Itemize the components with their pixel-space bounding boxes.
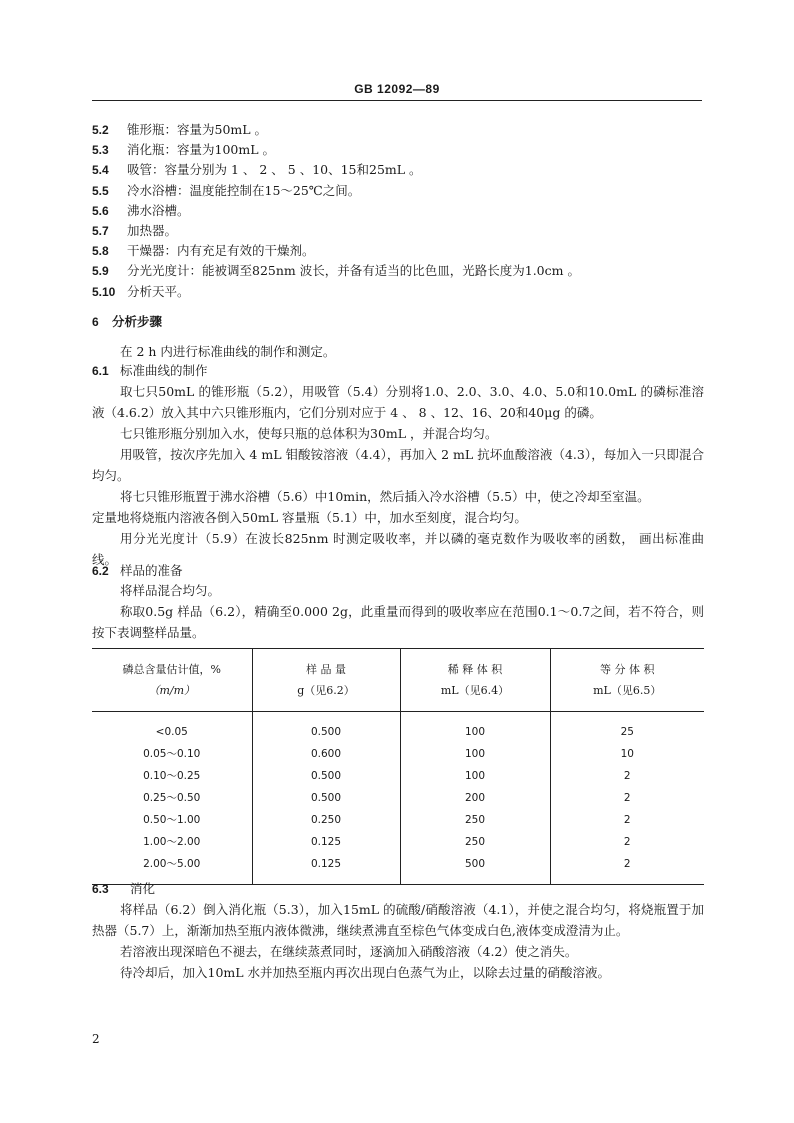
table-cell: 0.10～0.25 (143, 770, 201, 782)
table-cell: 0.25～0.50 (143, 792, 201, 804)
item-text: 吸管：容量分别为 1 、 2 、 5 、10、15和25mL 。 (127, 162, 422, 178)
section-number: 6 (92, 315, 99, 329)
data-table (92, 648, 704, 885)
item-text: 锥形瓶：容量为50mL 。 (127, 122, 268, 137)
table-cell: 0.600 (252, 743, 400, 765)
table-cell: <0.05 (155, 726, 188, 738)
header-line: 样 品 量 (306, 663, 346, 676)
list-item (92, 140, 712, 160)
table-header-row (92, 649, 704, 712)
item-number: 5.6 (92, 203, 109, 218)
item-number: 5.7 (92, 223, 109, 238)
section-6-1-body (92, 381, 704, 570)
column-header (550, 649, 704, 712)
item-number: 5.5 (92, 183, 109, 198)
header-line: mL（见6.4） (440, 684, 510, 697)
table-cell: 0.500 (252, 712, 400, 744)
column-header (400, 649, 550, 712)
item-number: 5.10 (92, 284, 116, 299)
section-number: 6.1 (92, 364, 109, 378)
item-text: 分析天平。 (127, 283, 190, 299)
table-cell: 0.250 (252, 809, 400, 831)
table-cell: 2 (550, 831, 704, 853)
list-item (92, 120, 712, 140)
header-line: （m/m） (148, 684, 196, 697)
section-number: 6.3 (92, 882, 109, 896)
table-cell: 250 (400, 809, 550, 831)
table-row (92, 809, 704, 831)
item-text: 加热器。 (127, 222, 178, 238)
item-text: 消化瓶：容量为100mL 。 (127, 142, 275, 158)
item-number: 5.3 (92, 143, 109, 158)
section-6-2-heading (92, 562, 183, 580)
paragraph: 在 2 h 内进行标准曲线的制作和测定。 (120, 344, 336, 359)
section-title: 样品的准备 (120, 563, 183, 578)
section-6-intro (92, 341, 704, 362)
list-item (92, 282, 712, 302)
sample-amount-table (92, 648, 704, 885)
header-line: 稀 释 体 积 (447, 663, 503, 676)
table-cell: 2 (550, 853, 704, 885)
table-cell: 0.500 (252, 765, 400, 787)
table-row (92, 712, 704, 744)
section-6-3-body (92, 899, 704, 983)
table-cell: 500 (400, 853, 550, 885)
table-row (92, 787, 704, 809)
table-row (92, 765, 704, 787)
list-item (92, 241, 712, 261)
item-text: 干燥器：内有充足有效的干燥剂。 (127, 243, 315, 259)
paragraph: 将样品（6.2）倒入消化瓶（5.3），加入15mL 的硫酸/硝酸溶液（4.1），并使之混合均匀，将烧瓶置于加热器（5.7）上，渐渐加热至瓶内液体微沸，继续煮沸直至棕色气体变成白色,液体变成澄清为止。 (92, 902, 704, 938)
table-cell: 100 (400, 712, 550, 744)
section-title: 分析步骤 (112, 314, 163, 329)
table-cell: 0.125 (252, 853, 400, 885)
item-text: 分光光度计：能被调至825nm 波长，并备有适当的比色皿，光路长度为1.0cm 。 (127, 263, 580, 279)
item-text: 冷水浴槽：温度能控制在15～25℃之间。 (127, 182, 361, 198)
paragraph: 取七只50mL 的锥形瓶（5.2），用吸管（5.4）分别将1.0、2.0、3.0、4.0、5.0和10.0mL 的磷标准溶液（4.6.2）放入其中六只锥形瓶内，它们分别对应于 4 、 8 、12、16、20和40μg 的磷。 (92, 384, 704, 420)
table-cell: 100 (400, 743, 550, 765)
item-number: 5.8 (92, 244, 109, 259)
paragraph: 将样品混合均匀。 (120, 583, 221, 598)
item-number: 5.9 (92, 264, 109, 279)
table-cell: 25 (550, 712, 704, 744)
item-number: 5.2 (92, 123, 109, 137)
header-line: 等 分 体 积 (600, 663, 655, 676)
table-cell: 0.125 (252, 831, 400, 853)
item-text: 沸水浴槽。 (127, 202, 190, 218)
header-line: 磷总含量估计值，% (122, 663, 221, 676)
section-6-1-heading (92, 362, 208, 380)
list-item (92, 160, 712, 180)
list-item (92, 261, 712, 281)
section-title: 消化 (130, 881, 156, 896)
page-header-standard-code: GB 12092—89 (354, 82, 440, 96)
table-cell: 2.00～5.00 (92, 853, 252, 885)
section-6-2-body (92, 580, 704, 643)
paragraph: 将七只锥形瓶置于沸水浴槽（5.6）中10min，然后插入冷水浴槽（5.5）中，使之冷却至室温。 (120, 489, 650, 504)
list-item (92, 181, 712, 201)
item-number: 5.4 (92, 163, 109, 178)
section-title: 标准曲线的制作 (120, 363, 208, 378)
table-cell: 100 (400, 765, 550, 787)
table-cell: 2 (550, 809, 704, 831)
table-row (92, 743, 704, 765)
column-header (92, 649, 252, 712)
paragraph: 用分光光度计（5.9）在波长825nm 时测定吸收率，并以磷的毫克数作为吸收率的函数， 画出标准曲线。 (92, 531, 704, 567)
header-rule (92, 100, 702, 101)
table-cell: 0.50～1.00 (143, 814, 201, 826)
paragraph: 若溶液出现深暗色不褪去，在继续蒸煮同时，逐滴加入硝酸溶液（4.2）使之消失。 (120, 944, 578, 959)
header-line: mL（见6.5） (593, 684, 662, 697)
header-line: g（见6.2） (297, 684, 355, 697)
table-cell: 1.00～2.00 (143, 836, 201, 848)
list-item (92, 221, 712, 241)
paragraph: 定量地将烧瓶内溶液各倒入50mL 容量瓶（5.1）中，加水至刻度，混合均匀。 (92, 510, 527, 525)
table-cell: 2 (550, 787, 704, 809)
table-row (92, 831, 704, 853)
table-cell: 250 (400, 831, 550, 853)
table-cell: 10 (550, 743, 704, 765)
page-number: 2 (92, 1032, 100, 1046)
section-number: 6.2 (92, 564, 109, 578)
column-header (252, 649, 400, 712)
table-cell: 0.500 (252, 787, 400, 809)
paragraph: 称取0.5g 样品（6.2），精确至0.000 2g，此重量而得到的吸收率应在范围0.1～0.7之间，若不符合，则按下表调整样品量。 (92, 604, 704, 640)
table-cell: 0.05～0.10 (143, 748, 201, 760)
table-row (92, 853, 704, 885)
table-cell: 200 (400, 787, 550, 809)
paragraph: 待冷却后，加入10mL 水并加热至瓶内再次出现白色蒸气为止，以除去过量的硝酸溶液。 (120, 965, 611, 980)
table-cell: 2 (550, 765, 704, 787)
paragraph: 用吸管，按次序先加入 4 mL 钼酸铵溶液（4.4），再加入 2 mL 抗坏血酸溶液（4.3），每加入一只即混合均匀。 (92, 447, 704, 483)
list-item (92, 201, 712, 221)
section-6-heading (92, 313, 162, 331)
paragraph: 七只锥形瓶分别加入水，使每只瓶的总体积为30mL ，并混合均匀。 (120, 426, 498, 441)
section-6-3-heading (92, 880, 155, 898)
equipment-list (92, 120, 712, 302)
